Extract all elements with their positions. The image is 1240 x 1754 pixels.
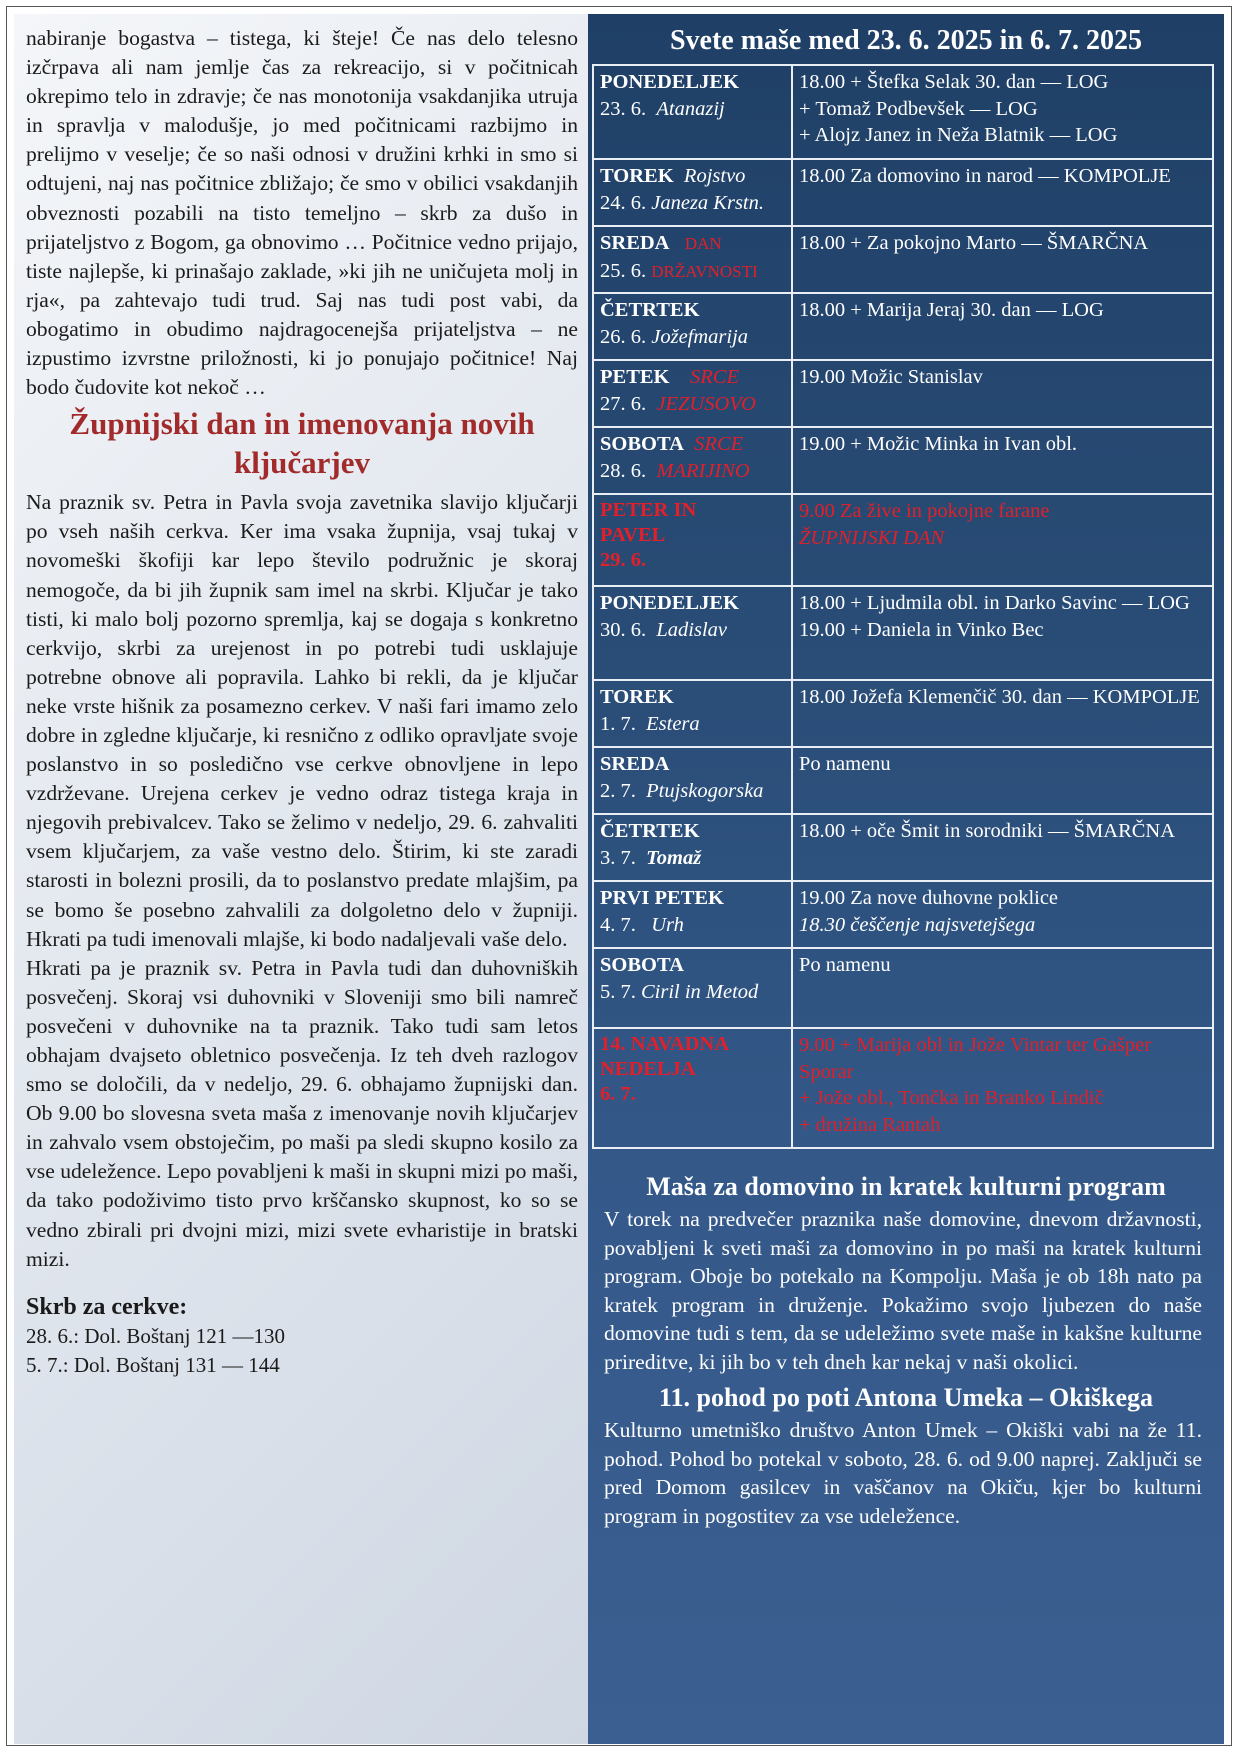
day-name: PONEDELJEK bbox=[600, 592, 739, 614]
day-name: SREDA bbox=[600, 753, 670, 775]
schedule-day-cell bbox=[593, 586, 792, 680]
article-heading: Župnijski dan in imenovanja novih ključarjev bbox=[69, 406, 535, 481]
day-date: 5. 7. bbox=[600, 980, 636, 1003]
mass-intention: + Jože obl., Tončka in Branko Lindič bbox=[799, 1087, 1104, 1109]
mass-intention: 18.00 Za domovino in narod — KOMPOLJE bbox=[799, 165, 1171, 187]
day-name: PETEK bbox=[600, 366, 670, 388]
schedule-mass-cell bbox=[792, 948, 1213, 1028]
day-name: PONEDELJEK bbox=[600, 71, 739, 93]
day-saint: JEZUSOVO bbox=[656, 392, 756, 415]
schedule-row bbox=[593, 814, 1213, 881]
mass-intention: 18.00 + Marija Jeraj 30. dan — LOG bbox=[799, 299, 1104, 321]
schedule-day-cell bbox=[593, 494, 792, 586]
day-feast: SRCE bbox=[694, 433, 744, 455]
day-date: 27. 6. bbox=[600, 392, 647, 415]
schedule-day-cell bbox=[593, 427, 792, 494]
day-saint: Ciril in Metod bbox=[641, 980, 759, 1003]
schedule-mass-cell bbox=[792, 747, 1213, 814]
mass-intention: + Alojz Janez in Neža Blatnik — LOG bbox=[799, 124, 1118, 146]
mass-intention: + Tomaž Podbevšek — LOG bbox=[799, 97, 1038, 120]
schedule-row bbox=[593, 65, 1213, 159]
schedule-day-cell bbox=[593, 159, 792, 226]
day-saint: Ptujskogorska bbox=[646, 779, 764, 802]
day-saint: Atanazij bbox=[656, 97, 725, 120]
day-saint: Jožefmarija bbox=[651, 325, 749, 348]
mass-intention: 19.00 + Daniela in Vinko Bec bbox=[799, 618, 1044, 641]
day-name: ČETRTEK bbox=[600, 820, 700, 842]
day-name: TOREK bbox=[600, 686, 674, 708]
day-saint: Urh bbox=[651, 913, 684, 936]
mass-intention: 18.00 Jožefa Klemenčič 30. dan — KOMPOLJE bbox=[799, 686, 1200, 708]
mass-intention: 18.00 + Za pokojno Marto — ŠMARČNA bbox=[799, 232, 1149, 254]
schedule-mass-cell bbox=[792, 814, 1213, 881]
day-date: 24. 6. bbox=[600, 191, 647, 214]
schedule-day-cell bbox=[593, 65, 792, 159]
schedule-day-cell bbox=[593, 360, 792, 427]
schedule-row bbox=[593, 586, 1213, 680]
schedule-mass-cell bbox=[792, 586, 1213, 680]
schedule-day-cell bbox=[593, 814, 792, 881]
day-date: 28. 6. bbox=[600, 459, 647, 482]
day-name: 14. NAVADNA NEDELJA bbox=[600, 1033, 728, 1080]
schedule-row bbox=[593, 494, 1213, 586]
day-name: PETER IN PAVEL bbox=[600, 499, 697, 546]
day-date: 23. 6. bbox=[600, 97, 647, 120]
day-date: 30. 6. bbox=[600, 618, 647, 641]
schedule-row bbox=[593, 680, 1213, 747]
schedule-day-cell bbox=[593, 680, 792, 747]
day-saint: Janeza Krstn. bbox=[651, 191, 764, 214]
mass-note: ŽUPNIJSKI DAN bbox=[799, 526, 945, 549]
schedule-row bbox=[593, 881, 1213, 948]
day-date: 26. 6. bbox=[600, 325, 647, 348]
day-name: SREDA bbox=[600, 232, 670, 254]
day-name: SOBOTA bbox=[600, 433, 684, 455]
schedule-mass-cell bbox=[792, 427, 1213, 494]
section-title-homeland-mass: Maša za domovino in kratek kulturni program bbox=[646, 1172, 1166, 1201]
schedule-day-cell bbox=[593, 1028, 792, 1148]
schedule-row bbox=[593, 948, 1213, 1028]
schedule-mass-cell bbox=[792, 360, 1213, 427]
section-text-hike: Kulturno umetniško društvo Anton Umek – Okiški vabi na že 11. pohod. Pohod bo potekal v soboto, 28. 6. od 9.00 naprej. Zaključi se pred Domom gasilcev in vaščanov na Okiču, kjer bo kulturni program in pogostitev za vse udeležence. bbox=[604, 1418, 1202, 1528]
schedule-mass-cell bbox=[792, 65, 1213, 159]
schedule-mass-cell bbox=[792, 494, 1213, 586]
day-feast: DAN bbox=[684, 234, 722, 253]
schedule-day-cell bbox=[593, 293, 792, 360]
schedule-mass-cell bbox=[792, 680, 1213, 747]
schedule-day-cell bbox=[593, 747, 792, 814]
day-name: TOREK bbox=[600, 165, 674, 187]
day-date: 29. 6. bbox=[600, 549, 647, 571]
schedule-row bbox=[593, 293, 1213, 360]
mass-intention: 18.00 + Ljudmila obl. in Darko Savinc — LOG bbox=[799, 592, 1190, 614]
schedule-mass-cell bbox=[792, 1028, 1213, 1148]
schedule-mass-cell bbox=[792, 293, 1213, 360]
day-date: 25. 6. bbox=[600, 259, 647, 282]
church-care-title: Skrb za cerkve: bbox=[26, 1293, 188, 1320]
mass-note: 18.30 češčenje najsvetejšega bbox=[799, 913, 1036, 936]
day-saint: Ladislav bbox=[656, 618, 727, 641]
section-title-hike: 11. pohod po poti Antona Umeka – Okiškega bbox=[658, 1383, 1154, 1412]
mass-schedule-table bbox=[592, 64, 1214, 1149]
schedule-row bbox=[593, 427, 1213, 494]
schedule-row bbox=[593, 226, 1213, 293]
left-column bbox=[14, 14, 588, 1744]
mass-intention: 9.00 + Marija obl in Jože Vintar ter Gašper Sporar bbox=[799, 1034, 1152, 1083]
day-saint: Tomaž bbox=[646, 846, 702, 869]
mass-intention: 9.00 Za žive in pokojne farane bbox=[799, 500, 1050, 522]
schedule-row bbox=[593, 159, 1213, 226]
mass-intention: 19.00 Za nove duhovne poklice bbox=[799, 887, 1059, 909]
schedule-day-cell bbox=[593, 226, 792, 293]
mass-intention: Po namenu bbox=[799, 954, 891, 976]
schedule-mass-cell bbox=[792, 226, 1213, 293]
schedule-title: Svete maše med 23. 6. 2025 in 6. 7. 2025 bbox=[669, 25, 1143, 56]
church-care-line-2: 5. 7.: Dol. Boštanj 131 — 144 bbox=[26, 1352, 280, 1377]
schedule-row bbox=[593, 747, 1213, 814]
mass-intention: Po namenu bbox=[799, 753, 891, 775]
day-feast: Rojstvo bbox=[683, 165, 746, 187]
day-date: 6. 7. bbox=[600, 1083, 636, 1105]
schedule-day-cell bbox=[593, 948, 792, 1028]
mass-intention: 19.00 + Možic Minka in Ivan obl. bbox=[799, 433, 1078, 455]
day-date: 1. 7. bbox=[600, 712, 636, 735]
day-name: ČETRTEK bbox=[600, 299, 700, 321]
right-column bbox=[588, 14, 1224, 1744]
day-saint: MARIJINO bbox=[656, 459, 750, 482]
mass-intention: 18.00 + Štefka Selak 30. dan — LOG bbox=[799, 71, 1109, 93]
day-feast: SRCE bbox=[690, 366, 739, 388]
day-date: 2. 7. bbox=[600, 779, 636, 802]
mass-intention: 19.00 Možic Stanislav bbox=[799, 366, 983, 388]
schedule-row bbox=[593, 360, 1213, 427]
day-saint: DRŽAVNOSTI bbox=[651, 261, 758, 281]
intro-paragraph: nabiranje bogastva – tistega, ki šteje! Če nas delo telesno izčrpava ali nam jemlje čas za rekreacijo, si v počitnicah okrepimo telo in zdravje; če nas monotonija vsakdanjika utruja in spravlja v malodušje, jo med počitnicami razbijmo in prelijmo v veselje; če so naši odnosi v družini krhki in smo si odtujeni, naj nas počitnice zbližajo; če smo v obilici vsakdanjih obveznosti pozabili na tisto temeljno – skrb za dušo in prijateljstvo z Bogom, ga obnovimo … Počitnice vedno prijajo, tiste najlepše, ki prinašajo zaklade, »ki jih ne uničujeta molj in rja«, pa zahtevajo tudi trud. Saj nas tudi post vabi, da obogatimo in obudimo najdragocenejša prijateljstva – ne izpustimo izvrstne priložnosti, ki jo ponujajo počitnice! Naj bodo čudovite kot nekoč … bbox=[26, 26, 578, 400]
day-date: 3. 7. bbox=[600, 846, 636, 869]
schedule-mass-cell bbox=[792, 881, 1213, 948]
church-care-line-1: 28. 6.: Dol. Boštanj 121 —130 bbox=[26, 1323, 286, 1348]
day-name: PRVI PETEK bbox=[600, 887, 725, 909]
article-paragraph-2: Hkrati pa je praznik sv. Petra in Pavla tudi dan duhovniških posvečenj. Skoraj vsi duhovniki v Sloveniji smo bili namreč posvečeni v duhovnike na ta praznik. Tako tudi sam letos obhajam dvajseto obletnico posvečenja. Iz teh dveh razlogov smo se določili, da v nedeljo, 29. 6. obhajamo župnijski dan. Ob 9.00 bo slovesna sveta maša z imenovanje novih ključarjev in zahvalo vsem obstoječim, po maši pa sledi skupno kosilo za vse udeležence. Lepo povabljeni k maši in skupni mizi po maši, da tako podoživimo tisto prvo krščansko skupnost, ko so se vedno zbirali pri dvojni mizi, mizi svete evharistije in bratski mizi. bbox=[26, 955, 578, 1271]
day-date: 4. 7. bbox=[600, 913, 636, 936]
section-text-homeland-mass: V torek na predvečer praznika naše domovine, dnevom državnosti, povabljeni k sveti maši za domovino in po maši na kratek kulturni program. Oboje bo potekalo na Kompolju. Maša je ob 18h nato pa kratek program in druženje. Pokažimo svojo ljubezen do naše domovine tudi s tem, da se udeležimo svete maše in kakšne kulturne prireditve, ki jih bo v teh dneh kar nekaj v naši okolici. bbox=[604, 1207, 1202, 1374]
schedule-row bbox=[593, 1028, 1213, 1148]
mass-intention: + družina Rantah bbox=[799, 1113, 941, 1136]
day-name: SOBOTA bbox=[600, 954, 684, 976]
article-paragraph-1: Na praznik sv. Petra in Pavla svoja zavetnika slavijo ključarji po vseh naših cerkva. Ker ima vsaka župnija, vsaj tukaj v novomeški škofiji kar lepo število podružnic je skoraj nemogoče, da bi jih župnik sam imel na skrbi. Ključar je tako tisti, ki malo bolj pozorno spremlja, kaj se dogaja s konkretno cerkvijo, skrbi za urejenost in po potrebi tudi usklajuje potrebne obnove ali popravila. Lahko bi rekli, da je ključar neke vrste hišnik za posamezno cerkev. V naši fari imamo zelo dobre in zgledne ključarje, ki resnično z odliko opravljate svoje poslanstvo in so posledično vse cerkve obnovljene in lepo vzdrževane. Urejena cerkev je vedno odraz tistega kraja in njegovih prebivalcev. Tako se želimo v nedeljo, 29. 6. zahvaliti vsem ključarjem, za vaše vestno delo. Štirim, ki ste zaradi starosti in bolezni prosili, da to poslanstvo predate mlajšim, pa se bomo še posebno zahvalili za dolgoletno delo v župniji. Hkrati pa tudi imenovali mlajše, ki bodo nadaljevali vaše delo. bbox=[26, 490, 578, 951]
mass-intention: 18.00 + oče Šmit in sorodniki — ŠMARČNA bbox=[799, 820, 1176, 842]
schedule-mass-cell bbox=[792, 159, 1213, 226]
schedule-day-cell bbox=[593, 881, 792, 948]
day-saint: Estera bbox=[646, 712, 700, 735]
